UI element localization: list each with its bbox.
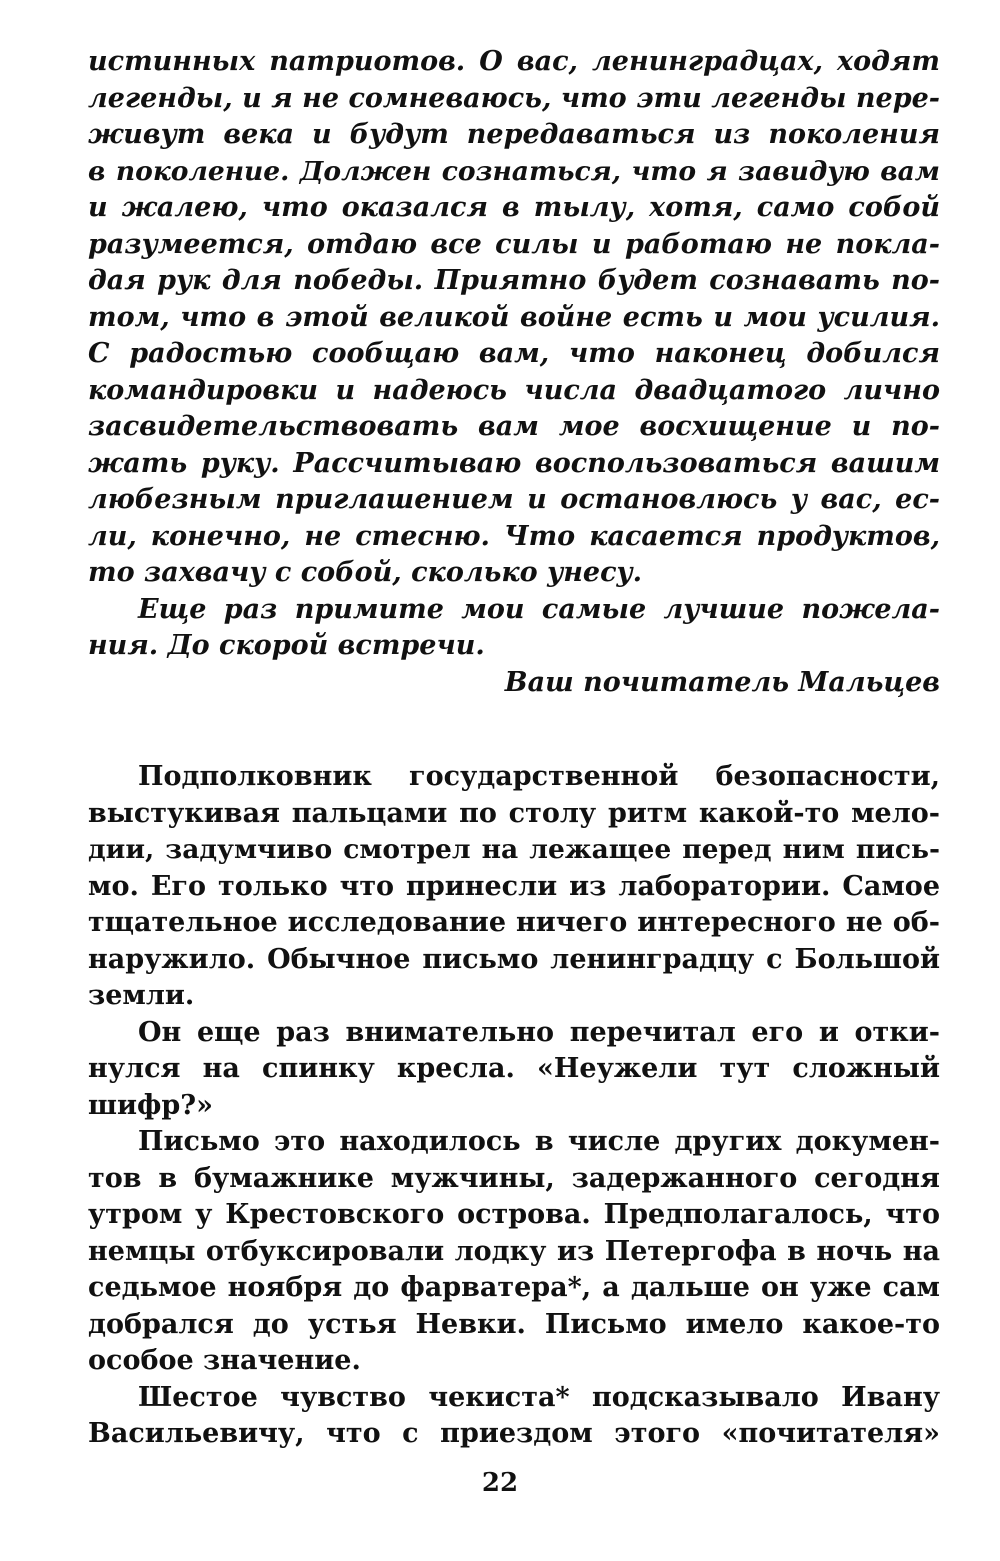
letter-line: то захвачу с собой, сколько унесу. xyxy=(88,557,643,588)
page-number: 22 xyxy=(481,1468,519,1498)
letter-line: в поколение. Должен сознаться, что я завидую вам xyxy=(88,155,940,187)
section-gap xyxy=(88,701,940,759)
narrative-line: Подполковник государственной безопасности, xyxy=(138,761,940,792)
narrative-line: нулся на спинку кресла. «Неужели тут сложный xyxy=(88,1053,940,1084)
narrative-line: выстукивая пальцами по столу ритм какой-то мело- xyxy=(88,797,940,829)
letter-line: и жалею, что оказался в тылу, хотя, само собой xyxy=(88,192,940,223)
narrative-line: седьмое ноября до фарватера*, а дальше он уже сам xyxy=(88,1272,940,1303)
narrative-line: тов в бумажнике мужчины, задержанного сегодня xyxy=(88,1162,940,1194)
narrative-line: добрался до устья Невки. Письмо имело какое-то xyxy=(88,1308,940,1340)
narrative-text xyxy=(88,759,940,1453)
narrative-line: Шестое чувство чекиста* подсказывало Ивану xyxy=(138,1381,940,1413)
letter-line: разумеется, отдаю все силы и работаю не покла- xyxy=(88,228,940,260)
letter-line: дая рук для победы. Приятно будет сознавать по- xyxy=(88,265,940,296)
narrative-line: тщательное исследование ничего интересного не об- xyxy=(88,907,940,938)
letter-line: Еще раз примите мои самые лучшие пожела- xyxy=(138,593,940,625)
narrative-line: земли. xyxy=(88,980,195,1011)
narrative-line: немцы отбуксировали лодку из Петергофа в ночь на xyxy=(88,1235,940,1267)
letter-line: жать руку. Рассчитываю воспользоваться вашим xyxy=(88,447,940,479)
letter-line: легенды, и я не сомневаюсь, что эти легенды пере- xyxy=(88,82,940,114)
letter-line: живут века и будут передаваться из поколения xyxy=(88,119,940,150)
narrative-line: наружило. Обычное письмо ленинградцу с Большой xyxy=(88,943,940,975)
letter-line: С радостью сообщаю вам, что наконец добился xyxy=(88,338,940,369)
narrative-line: дии, задумчиво смотрел на лежащее перед ним пись- xyxy=(88,834,940,865)
narrative-line: Письмо это находилось в числе других докумен- xyxy=(138,1126,940,1157)
letter-line: ли, конечно, не стесню. Что касается продуктов, xyxy=(88,520,940,552)
letter-line: ния. До скорой встречи. xyxy=(88,630,485,661)
book-page xyxy=(88,44,940,1453)
narrative-line: особое значение. xyxy=(88,1345,361,1376)
narrative-line: Васильевичу, что с приездом этого «почитателя» xyxy=(88,1418,940,1449)
letter-line: любезным приглашением и остановлюсь у вас, ес- xyxy=(88,484,940,515)
letter-line: истинных патриотов. О вас, ленинградцах, ходят xyxy=(88,46,940,77)
letter-line: том, что в этой великой войне есть и мои усилия. xyxy=(88,301,940,333)
letter-line: засвидетельствовать вам мое восхищение и по- xyxy=(88,411,940,442)
narrative-line: мо. Его только что принесли из лаборатории. Самое xyxy=(88,870,940,902)
narrative-line: шифр?» xyxy=(88,1089,213,1121)
narrative-line: Он еще раз внимательно перечитал его и отки- xyxy=(138,1016,940,1048)
letter-signature: Ваш почитатель Мальцев xyxy=(504,666,940,698)
letter-line: командировки и надеюсь числа двадцатого лично xyxy=(88,374,940,406)
letter-text xyxy=(88,44,940,701)
narrative-line: утром у Крестовского острова. Предполагалось, что xyxy=(88,1199,940,1230)
